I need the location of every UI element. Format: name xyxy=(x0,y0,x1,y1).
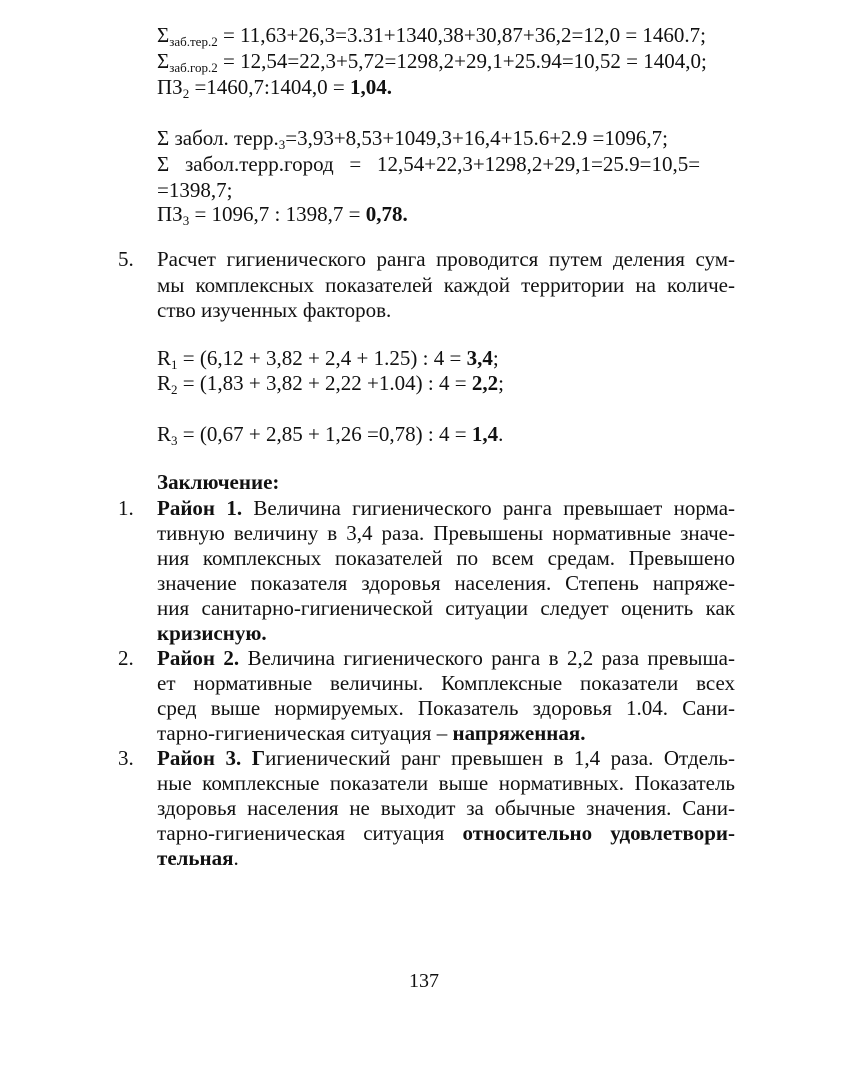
rank-r3: $R_3 = (0,67 + 2,85 + 1,26 =0,78)$ : 4 = 1,4. xyxy=(157,422,504,448)
conclusion-heading: Заключение: xyxy=(157,470,280,494)
conclusion-item-3-line-2: ные комплексные показатели выше нормативных. Показатель xyxy=(157,771,735,795)
conclusion-item-3-line-4: тарно-гигиеническая ситуация относительно удовлетвори- xyxy=(157,821,735,845)
conclusion-item-3-line-3: здоровья населения не выходит за обычные значения. Сани- xyxy=(157,796,735,820)
item-5-number: 5. xyxy=(118,247,134,271)
rank-r1: $R_1 = (6,12 + 3,82 + 2,4 + 1.25)$ : 4 = 3,4; xyxy=(157,346,499,372)
conclusion-item-3-line-1: Район 3. Гигиенический ранг превышен в 1,4 раза. Отдель- xyxy=(157,746,735,770)
conclusion-item-1-line-6: кризисную. xyxy=(157,621,267,645)
formula-line-sum-territory-2: $\Sigma_{заб.тер.2} = 11,63+26,3=3.31+1340,38+30,87+36,2=12,0 = 1460.7$; xyxy=(157,23,707,49)
conclusion-item-1-line-3: ния комплексных показателей по всем средам. Превышено xyxy=(157,546,735,570)
conclusion-item-1-number: 1. xyxy=(118,496,134,520)
formula-line-sum-city-2: $\Sigma_{заб.гор.2} = 12,54=22,3+5,72=1298,2+29,1+25.94=10,52 = 1404,0$; xyxy=(157,49,707,75)
conclusion-item-1-line-5: ния санитарно-гигиенической ситуации следует оценить как xyxy=(157,596,735,620)
item-5-line-1: Расчет гигиенического ранга проводится путем деления сум- xyxy=(157,247,735,271)
item-5-line-3: ство изученных факторов. xyxy=(157,298,392,322)
conclusion-item-2-line-4: тарно-гигиеническая ситуация – напряженная. xyxy=(157,721,586,745)
rank-r2: $R_2 = (1,83 + 3,82 + 2,22 +1.04)$ : 4 = 2,2; xyxy=(157,371,504,397)
conclusion-item-1-line-2: тивную величину в 3,4 раза. Превышены нормативные значе- xyxy=(157,521,735,545)
formula-line-pz2: $ПЗ_2$ =1460,7:1404,0 = 1,04. xyxy=(157,75,392,101)
formula-line-sum-territory-3: Σ забол. $терр._3=3,93+8,53+1049,3+16,4+15.6+2.9 =1096,7$; xyxy=(157,126,668,152)
conclusion-item-2-line-2: ет нормативные величины. Комплексные показатели всех xyxy=(157,671,735,695)
conclusion-item-1-line-1: Район 1. Величина гигиенического ранга превышает норма- xyxy=(157,496,736,520)
formula-line-sum-city-3: Σ забол.терр.город = 12,54+22,3+1298,2+29,1=25.9=10,5= xyxy=(157,152,701,176)
conclusion-item-1-line-4: значение показателя здоровья населения. Степень напряже- xyxy=(157,571,735,595)
formula-line-pz3: $ПЗ_3 = 1096,7$ : 1398,7 = 0,78. xyxy=(157,202,408,228)
formula-line-sum-city-3-cont: =1398,7; xyxy=(157,178,233,202)
page-number: 137 xyxy=(409,970,439,992)
conclusion-item-2-number: 2. xyxy=(118,646,134,670)
conclusion-item-3-number: 3. xyxy=(118,746,134,770)
conclusion-item-2-line-3: сред выше нормируемых. Показатель здоровья 1.04. Сани- xyxy=(157,696,735,720)
item-5-line-2: мы комплексных показателей каждой территории на количе- xyxy=(157,273,735,297)
conclusion-item-3-line-5: тельная. xyxy=(157,846,239,870)
conclusion-item-2-line-1: Район 2. Величина гигиенического ранга в 2,2 раза превыша- xyxy=(157,646,735,670)
